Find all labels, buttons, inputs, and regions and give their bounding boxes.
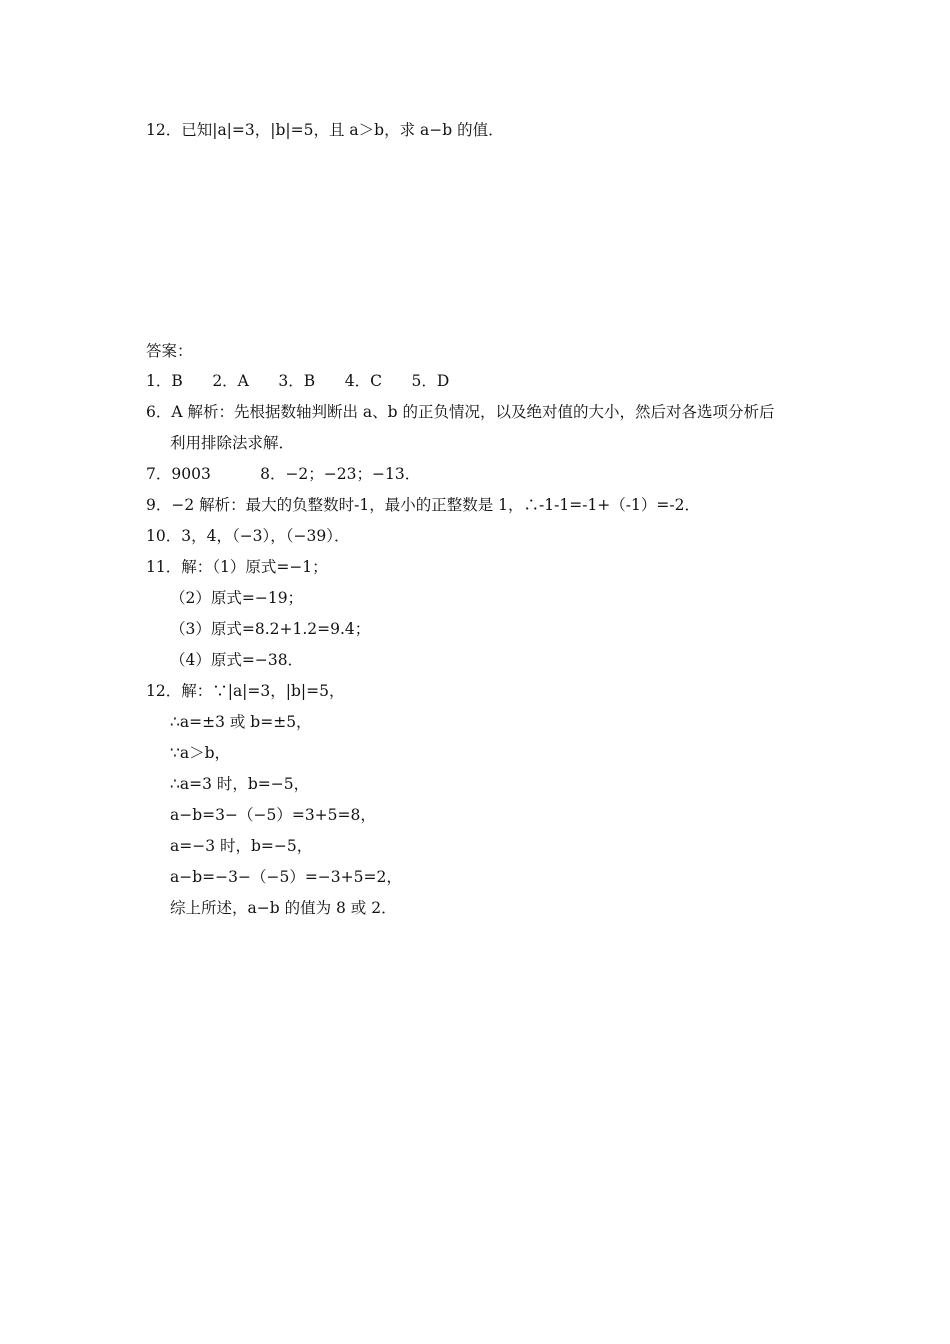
answer-11-line-2: （2）原式=−19； — [170, 589, 304, 607]
answers-7-8: 7．9003 8．−2；−23；−13． — [146, 465, 421, 483]
answer-11-line-1: 11．解：（1）原式=−1； — [146, 558, 328, 576]
answer-11-line-3: （3）原式=8.2+1.2=9.4； — [170, 620, 371, 638]
answer-12-line-5: a−b=3−（−5）=3+5=8， — [170, 806, 376, 824]
answer-12-line-2: ∴a=±3 或 b=±5， — [170, 713, 312, 731]
answer-6-line-2: 利用排除法求解． — [170, 434, 295, 452]
answers-title: 答案： — [146, 342, 193, 360]
answer-12-line-3: ∵a＞b， — [170, 744, 231, 762]
answer-12-line-7: a−b=−3−（−5）=−3+5=2， — [170, 868, 402, 886]
answer-9: 9．−2 解析：最大的负整数时-1，最小的正整数是 1，∴-1-1=-1+（-1）=-2． — [146, 496, 700, 514]
answer-12-line-4: ∴a=3 时，b=−5， — [170, 775, 310, 793]
answer-10: 10．3，4，（−3），（−39）． — [146, 527, 350, 545]
answer-12-line-6: a=−3 时，b=−5， — [170, 837, 313, 855]
answer-12-line-1: 12．解：∵|a|=3，|b|=5， — [146, 682, 345, 700]
answer-11-line-4: （4）原式=−38． — [170, 651, 304, 669]
answers-choices-1-5: 1．B 2．A 3．B 4．C 5．D — [146, 372, 450, 390]
answer-12-line-8: 综上所述，a−b 的值为 8 或 2． — [170, 899, 397, 917]
answer-6-line-1: 6．A 解析：先根据数轴判断出 a、b 的正负情况，以及绝对值的大小，然后对各选项分析后 — [146, 403, 775, 421]
question-12: 12．已知|a|=3，|b|=5，且 a＞b，求 a−b 的值． — [146, 121, 504, 139]
